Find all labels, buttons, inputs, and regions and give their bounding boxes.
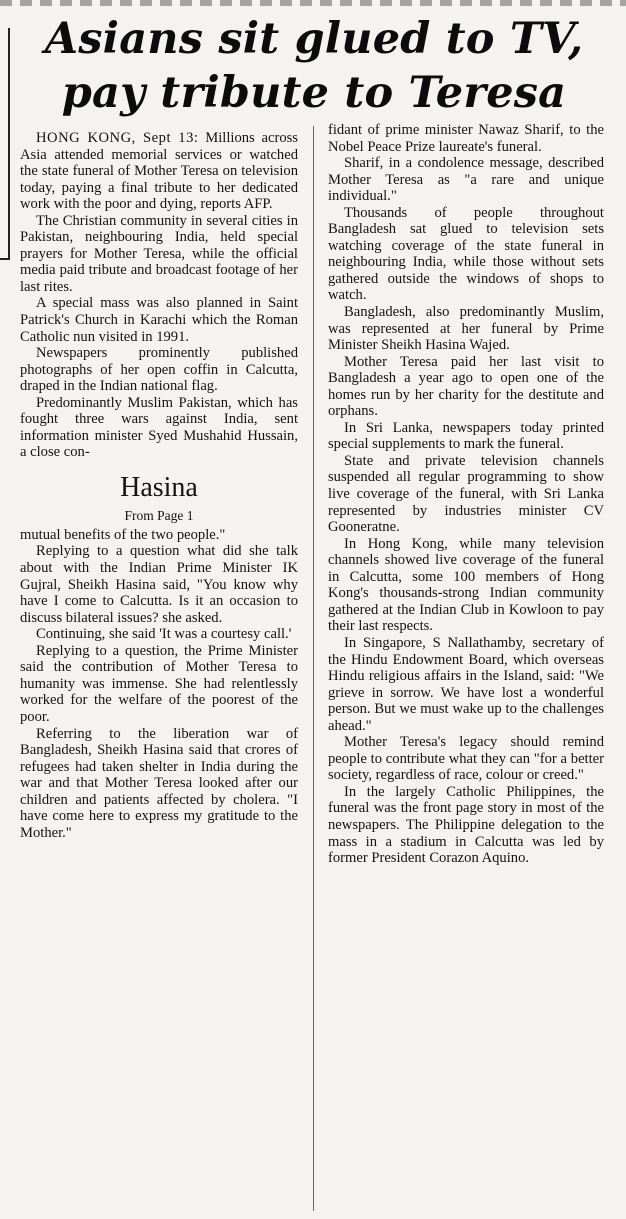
top-border-fragment — [0, 0, 626, 6]
headline-line-2: pay tribute to Teresa — [61, 68, 567, 118]
article-paragraph: Mother Teresa's legacy should remind people to contribute what they can "for a better society, regardless of race, colour or creed." — [328, 734, 604, 784]
article-paragraph: Thousands of people throughout Bangladesh sat glued to television sets watching coverage of the state funeral in neighbouring India, while those without sets gathered outside the windows of shops to watch. — [328, 204, 604, 304]
article-paragraph: fidant of prime minister Nawaz Sharif, to the Nobel Peace Prize laureate's funeral. — [328, 122, 604, 155]
lead-text: Millions across Asia attended memorial services or watched the state funeral of Mother Teresa on television today, paying a final tribute to her dedicated work with the poor and dying, reports AFP. — [20, 130, 298, 213]
left-rule-tick — [0, 258, 10, 260]
continuation-paragraph: mutual benefits of the two people." — [20, 526, 226, 543]
article-paragraph: A special mass was also planned in Saint Patrick's Church in Karachi which the Roman Catholic nun visited in 1991. — [20, 295, 298, 345]
article-paragraph: Newspapers prominently published photographs of her open coffin in Calcutta, draped in the Indian national flag. — [20, 345, 298, 395]
article-paragraph: Predominantly Muslim Pakistan, which has fought three wars against India, sent information minister Syed Mushahid Hussain, a close con- — [20, 394, 298, 461]
article-paragraph: State and private television channels suspended all regular programming to show live coverage of the funeral, with Sri Lanka represented by industries minister CV Gooneratne. — [328, 452, 604, 536]
article-paragraph: In Hong Kong, while many television channels showed live coverage of the funeral in Calcutta, some 100 members of Hong Kong's thousands-strong Indian community gathered at the Indian Club in Kowloon to pay their last respects. — [328, 535, 604, 635]
continuation-heading: Hasina — [120, 471, 198, 503]
left-column — [20, 130, 298, 841]
article-paragraph: In the largely Catholic Philippines, the funeral was the front page story in most of the newspapers. The Philippine delegation to the mass in a stadium in Calcutta was led by former President Corazon Aquino. — [328, 783, 604, 867]
article-paragraph: Bangladesh, also predominantly Muslim, was represented at her funeral by Prime Minister Sheikh Hasina Wajed. — [328, 304, 604, 354]
article-paragraph: The Christian community in several cities in Pakistan, neighbouring India, held special prayers for Mother Teresa, while the official media paid tribute and broadcast footage of her last rites. — [20, 212, 298, 295]
right-column — [328, 122, 604, 867]
continuation-paragraph: Continuing, she said 'It was a courtesy call.' — [36, 626, 292, 643]
article-paragraph: Sharif, in a condolence message, described Mother Teresa as "a rare and unique individual." — [328, 155, 604, 205]
article-paragraph: In Singapore, S Nallathamby, secretary of the Hindu Endowment Board, which overseas Hindu religious affairs in the Island, said: "We grieve in sorrow. We have lost a wonderful person. But we must wake up to the challenges ahead." — [328, 634, 604, 734]
continuation-paragraph: Referring to the liberation war of Bangladesh, Sheikh Hasina said that crores of refugees had taken shelter in India during the war and that Mother Teresa looked after our children and patients affected by cholera. "I have come here to express my gratitude to the Mother." — [20, 725, 298, 841]
dateline: HONG KONG, Sept 13: — [36, 130, 199, 146]
continuation-paragraph: Replying to a question, the Prime Minister said the contribution of Mother Teresa to humanity was immense. She had relentlessly worked for the welfare of the poorest of the poor. — [20, 642, 298, 725]
article-paragraph: Mother Teresa paid her last visit to Bangladesh a year ago to open one of the homes run by her charity for the destitute and orphans. — [328, 353, 604, 420]
headline — [14, 12, 614, 120]
article-paragraph: In Sri Lanka, newspapers today printed special supplements to mark the funeral. — [328, 419, 604, 453]
article-paragraph — [20, 130, 298, 213]
left-column-rule — [8, 28, 10, 260]
column-divider — [313, 126, 314, 1211]
continuation-paragraph: Replying to a question what did she talk about with the Indian Prime Minister IK Gujral, Sheikh Hasina said, "You know why have I come to Calcutta. Is it an occasion to discuss bilateral issues? she asked. — [20, 543, 298, 626]
headline-line-1: Asians sit glued to TV, — [44, 14, 584, 64]
jump-label: From Page 1 — [124, 507, 194, 523]
